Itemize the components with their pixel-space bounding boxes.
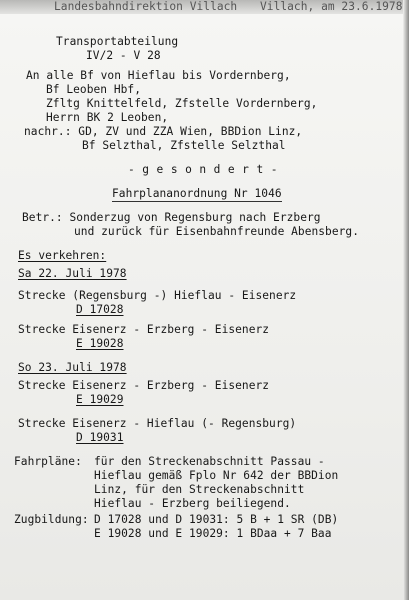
day-date: So 23. Juli 1978 [18,361,127,374]
document-title [112,188,282,200]
recipients-nachr-line: nachr.: GD, ZV und ZZA Wien, BBDion Linz, [24,125,303,138]
recipients-line: Zfltg Knittelfeld, Zfstelle Vordernberg, [46,97,318,110]
formation-line: E 19028 und E 19029: 1 BDaa + 7 Baa [94,527,332,540]
timetables-line: Hieflau gemäß Fplo Nr 642 der BBDion [94,469,339,482]
route-line: Strecke (Regensburg -) Hieflau - Eisenerz [18,289,297,302]
recipients-line: Bf Selzthal, Zfstelle Selzthal [82,139,286,152]
section-heading: Es verkehren: [18,249,107,262]
route-line: Strecke Eisenerz - Hieflau (- Regensburg) [18,417,297,430]
gesondert-note: - g e s o n d e r t - [128,163,278,176]
reference-line: IV/2 - V 28 [86,49,161,62]
title-text: Fahrplananordnung Nr 1046 [112,187,282,200]
train-number: E 19028 [76,337,124,350]
recipients-line: Herrn BK 2 Leoben, [46,111,169,124]
letterhead-place-date-cut: Villach, am 23.6.1978 [260,0,403,13]
route-line: Strecke Eisenerz - Erzberg - Eisenerz [18,379,270,392]
recipients-line: An alle Bf von Hieflau bis Vordernberg, [26,69,291,82]
timetables-line: für den Streckenabschnitt Passau - [94,455,325,468]
timetables-label: Fahrpläne: [14,455,82,468]
letterhead-cut: Landesbahndirektion Villach [54,0,238,13]
train-number: D 17028 [76,303,124,316]
formation-line: D 17028 und D 19031: 5 B + 1 SR (DB) [94,513,339,526]
timetables-line: Hieflau - Erzberg beiliegend. [94,497,291,510]
department-line: Transportabteilung [56,35,179,48]
day-date: Sa 22. Juli 1978 [18,267,127,280]
recipients-line: Bf Leoben Hbf, [46,83,141,96]
route-line: Strecke Eisenerz - Erzberg - Eisenerz [18,323,270,336]
train-number: E 19029 [76,393,124,406]
formation-label: Zugbildung: [14,513,89,526]
timetables-line: Linz, für den Streckenabschnitt [94,483,305,496]
subject-line: und zurück für Eisenbahnfreunde Abensberg. [74,225,359,238]
train-number: D 19031 [76,431,124,444]
scan-right-edge [403,0,409,600]
subject-line: Betr.: Sonderzug von Regensburg nach Erzberg [22,211,321,224]
